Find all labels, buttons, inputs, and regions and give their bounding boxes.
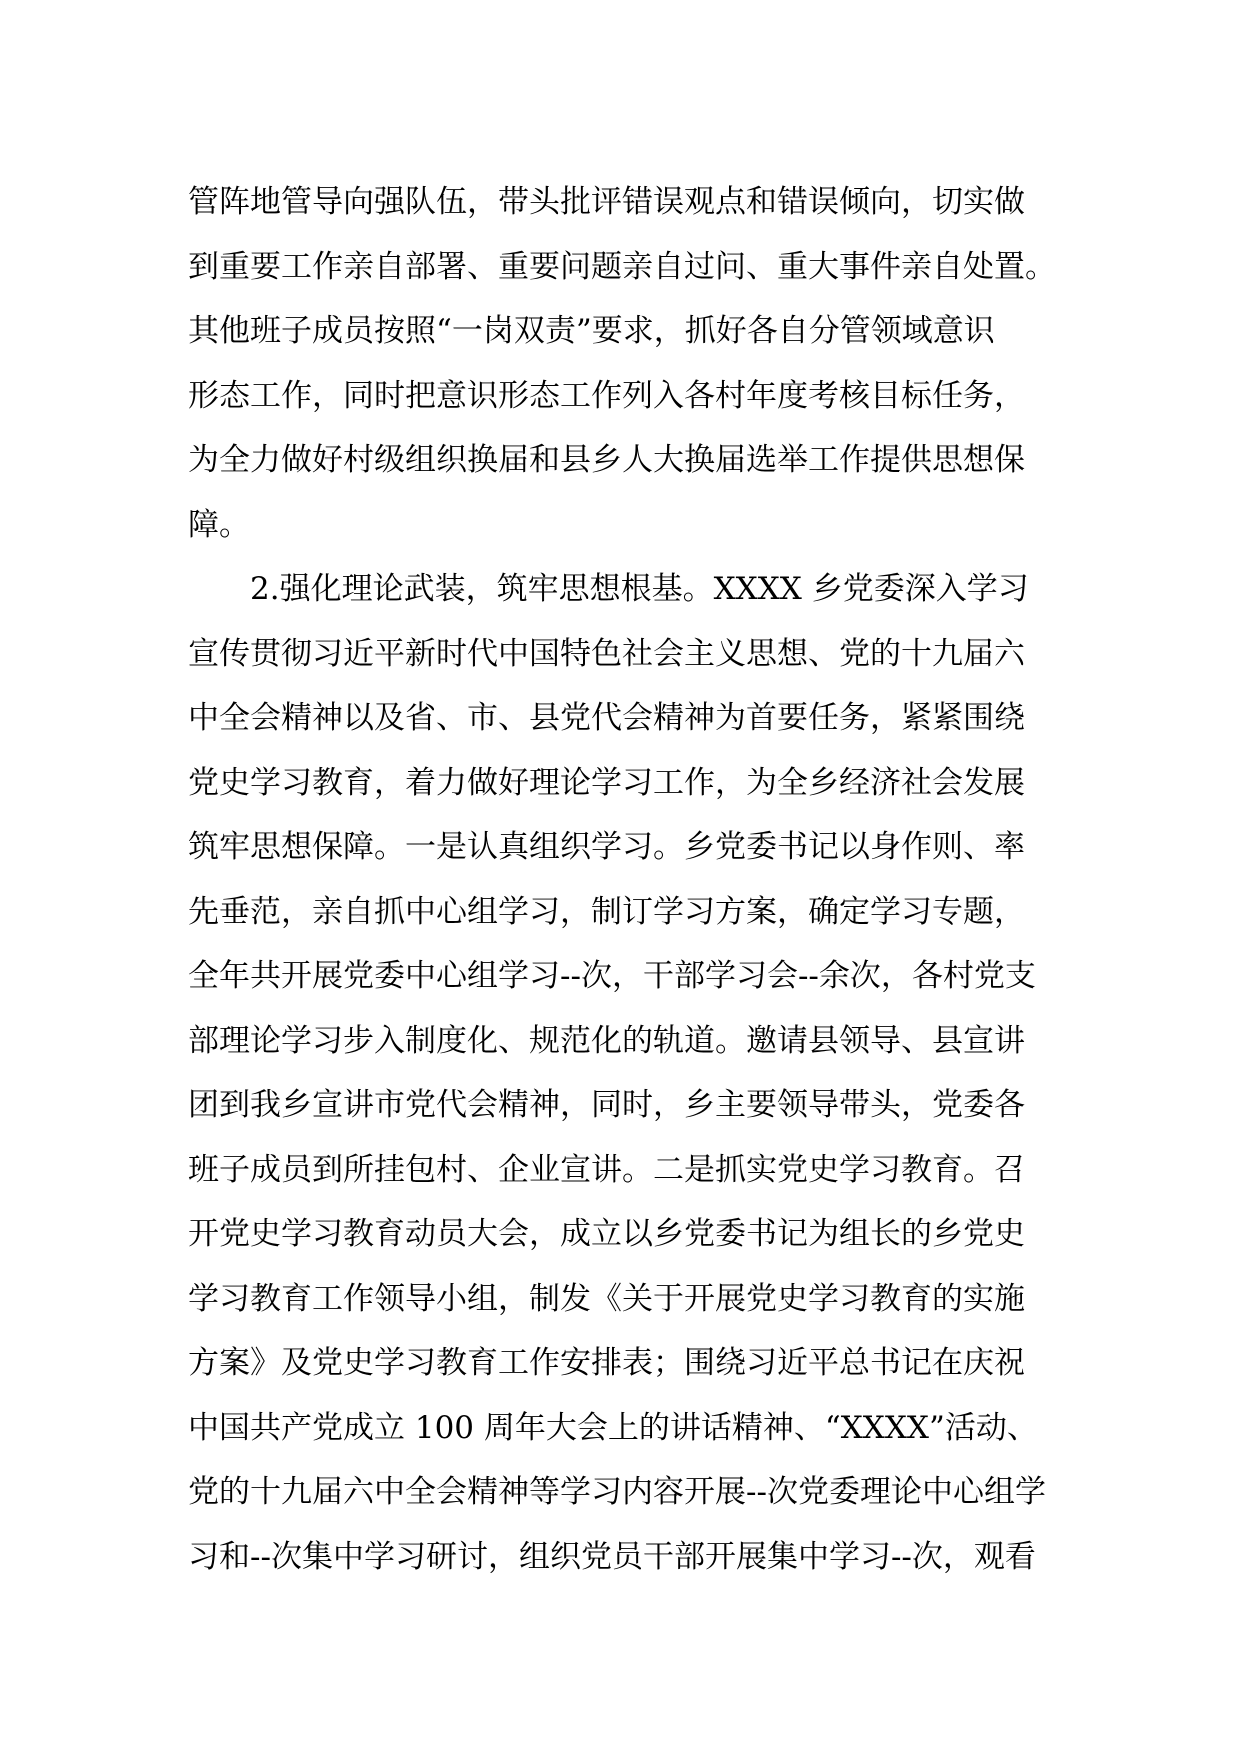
text-line: 为全力做好村级组织换届和县乡人大换届选举工作提供思想保 bbox=[188, 442, 1025, 478]
text-line: 筑牢思想保障。一是认真组织学习。乡党委书记以身作则、率 bbox=[188, 829, 1025, 865]
text-line: 障。 bbox=[188, 506, 250, 543]
text-line: 学习教育工作领导小组，制发《关于开展党史学习教育的实施 bbox=[188, 1280, 1025, 1317]
text-line: 中国共产党成立 100 周年大会上的讲话精神、“XXXX”活动、 bbox=[188, 1409, 1038, 1446]
text-line: 部理论学习步入制度化、规范化的轨道。邀请县领导、县宣讲 bbox=[188, 1022, 1025, 1059]
text-line: 其他班子成员按照“一岗双责”要求，抓好各自分管领域意识 bbox=[188, 313, 995, 349]
text-line: 党的十九届六中全会精神等学习内容开展--次党委理论中心组学 bbox=[188, 1474, 1046, 1510]
text-line: 中全会精神以及省、市、县党代会精神为首要任务，紧紧围绕 bbox=[188, 700, 1025, 736]
text-line: 形态工作，同时把意识形态工作列入各村年度考核目标任务， bbox=[188, 377, 1025, 414]
body-text bbox=[188, 170, 1068, 1589]
text-line: 团到我乡宣讲市党代会精神，同时，乡主要领导带头，党委各 bbox=[188, 1087, 1025, 1123]
text-line: 开党史学习教育动员大会，成立以乡党委书记为组长的乡党史 bbox=[188, 1216, 1025, 1252]
text-line: 习和--次集中学习研讨，组织党员干部开展集中学习--次，观看 bbox=[188, 1538, 1036, 1575]
text-line: 宣传贯彻习近平新时代中国特色社会主义思想、党的十九届六 bbox=[188, 635, 1025, 672]
text-line: 班子成员到所挂包村、企业宣讲。二是抓实党史学习教育。召 bbox=[188, 1151, 1025, 1188]
paragraph-heading-line: 2.强化理论武装，筑牢思想根基。XXXX 乡党委深入学习 bbox=[250, 571, 1029, 607]
text-line: 到重要工作亲自部署、重要问题亲自过问、重大事件亲自处置。 bbox=[188, 248, 1056, 285]
text-line: 管阵地管导向强队伍，带头批评错误观点和错误倾向，切实做 bbox=[188, 184, 1025, 220]
text-line: 方案》及党史学习教育工作安排表；围绕习近平总书记在庆祝 bbox=[188, 1345, 1025, 1381]
text-line: 党史学习教育，着力做好理论学习工作，为全乡经济社会发展 bbox=[188, 764, 1025, 801]
text-line: 先垂范，亲自抓中心组学习，制订学习方案，确定学习专题， bbox=[188, 893, 1025, 930]
text-line: 全年共开展党委中心组学习--次，干部学习会--余次，各村党支 bbox=[188, 958, 1036, 994]
